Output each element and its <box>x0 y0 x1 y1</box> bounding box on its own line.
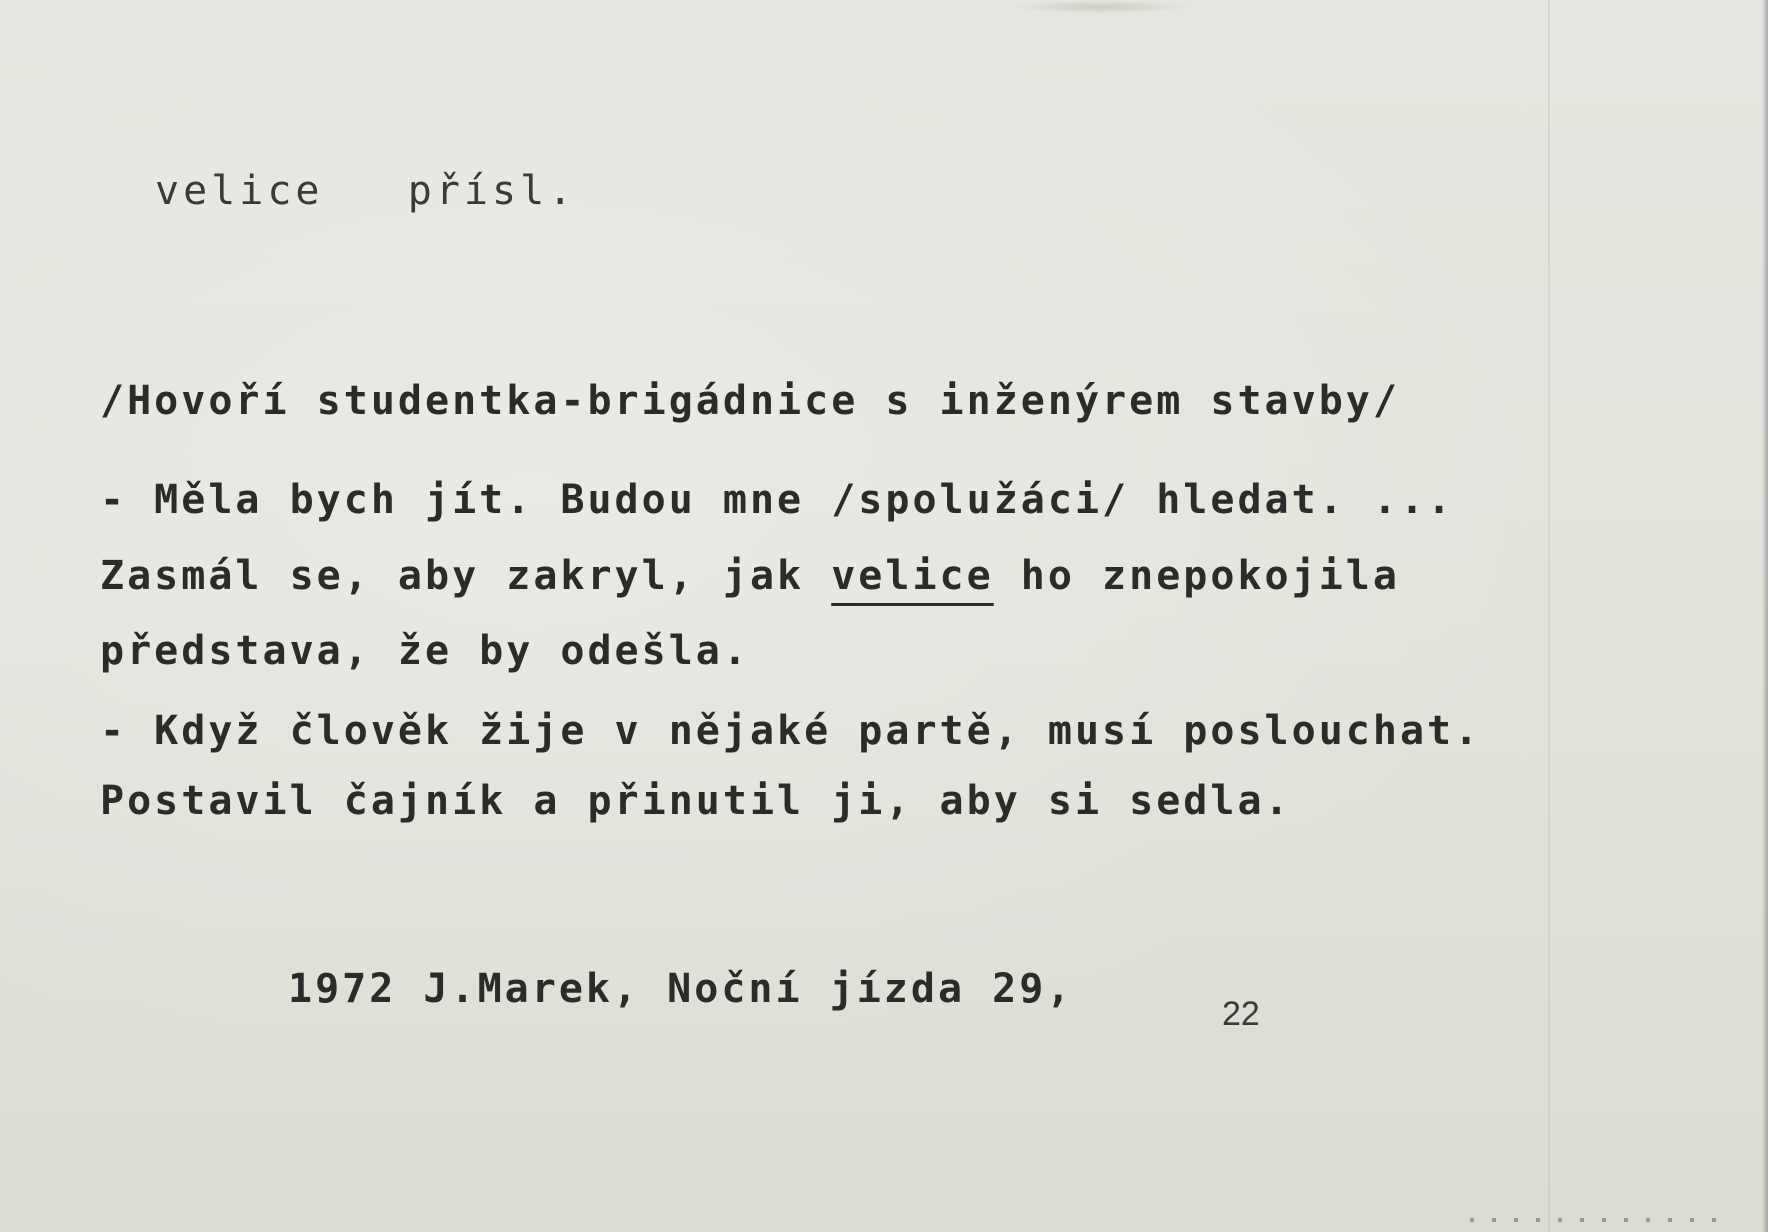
card-edge-shadow <box>1762 0 1768 1232</box>
bottom-dot-marks <box>1470 1218 1730 1222</box>
quote-line-2-after: ho znepokojila <box>993 553 1400 599</box>
quote-line-2-before: Zasmál se, aby zakryl, jak <box>100 553 832 599</box>
quote-line-5: Postavil čajník a přinutil ji, aby si sedla. <box>100 778 1292 824</box>
quote-line-4: - Když člověk žije v nějaké partě, musí poslouchat. <box>100 708 1482 754</box>
quote-line-2 <box>100 553 1400 599</box>
source-citation: 1972 J.Marek, Noční jízda 29, <box>288 966 1074 1012</box>
headword-line: velice přísl. <box>155 168 577 214</box>
context-note: /Hovoří studentka-brigádnice s inženýrem stavby/ <box>100 378 1400 424</box>
underlined-keyword: velice <box>831 553 994 599</box>
quote-line-3: představa, že by odešla. <box>100 628 750 674</box>
paper-fold-line <box>1548 0 1550 1232</box>
quote-line-1: - Měla bych jít. Budou mne /spolužáci/ hledat. ... <box>100 477 1455 523</box>
handwritten-page-number: 22 <box>1222 995 1260 1033</box>
paper-smudge <box>1010 0 1190 14</box>
